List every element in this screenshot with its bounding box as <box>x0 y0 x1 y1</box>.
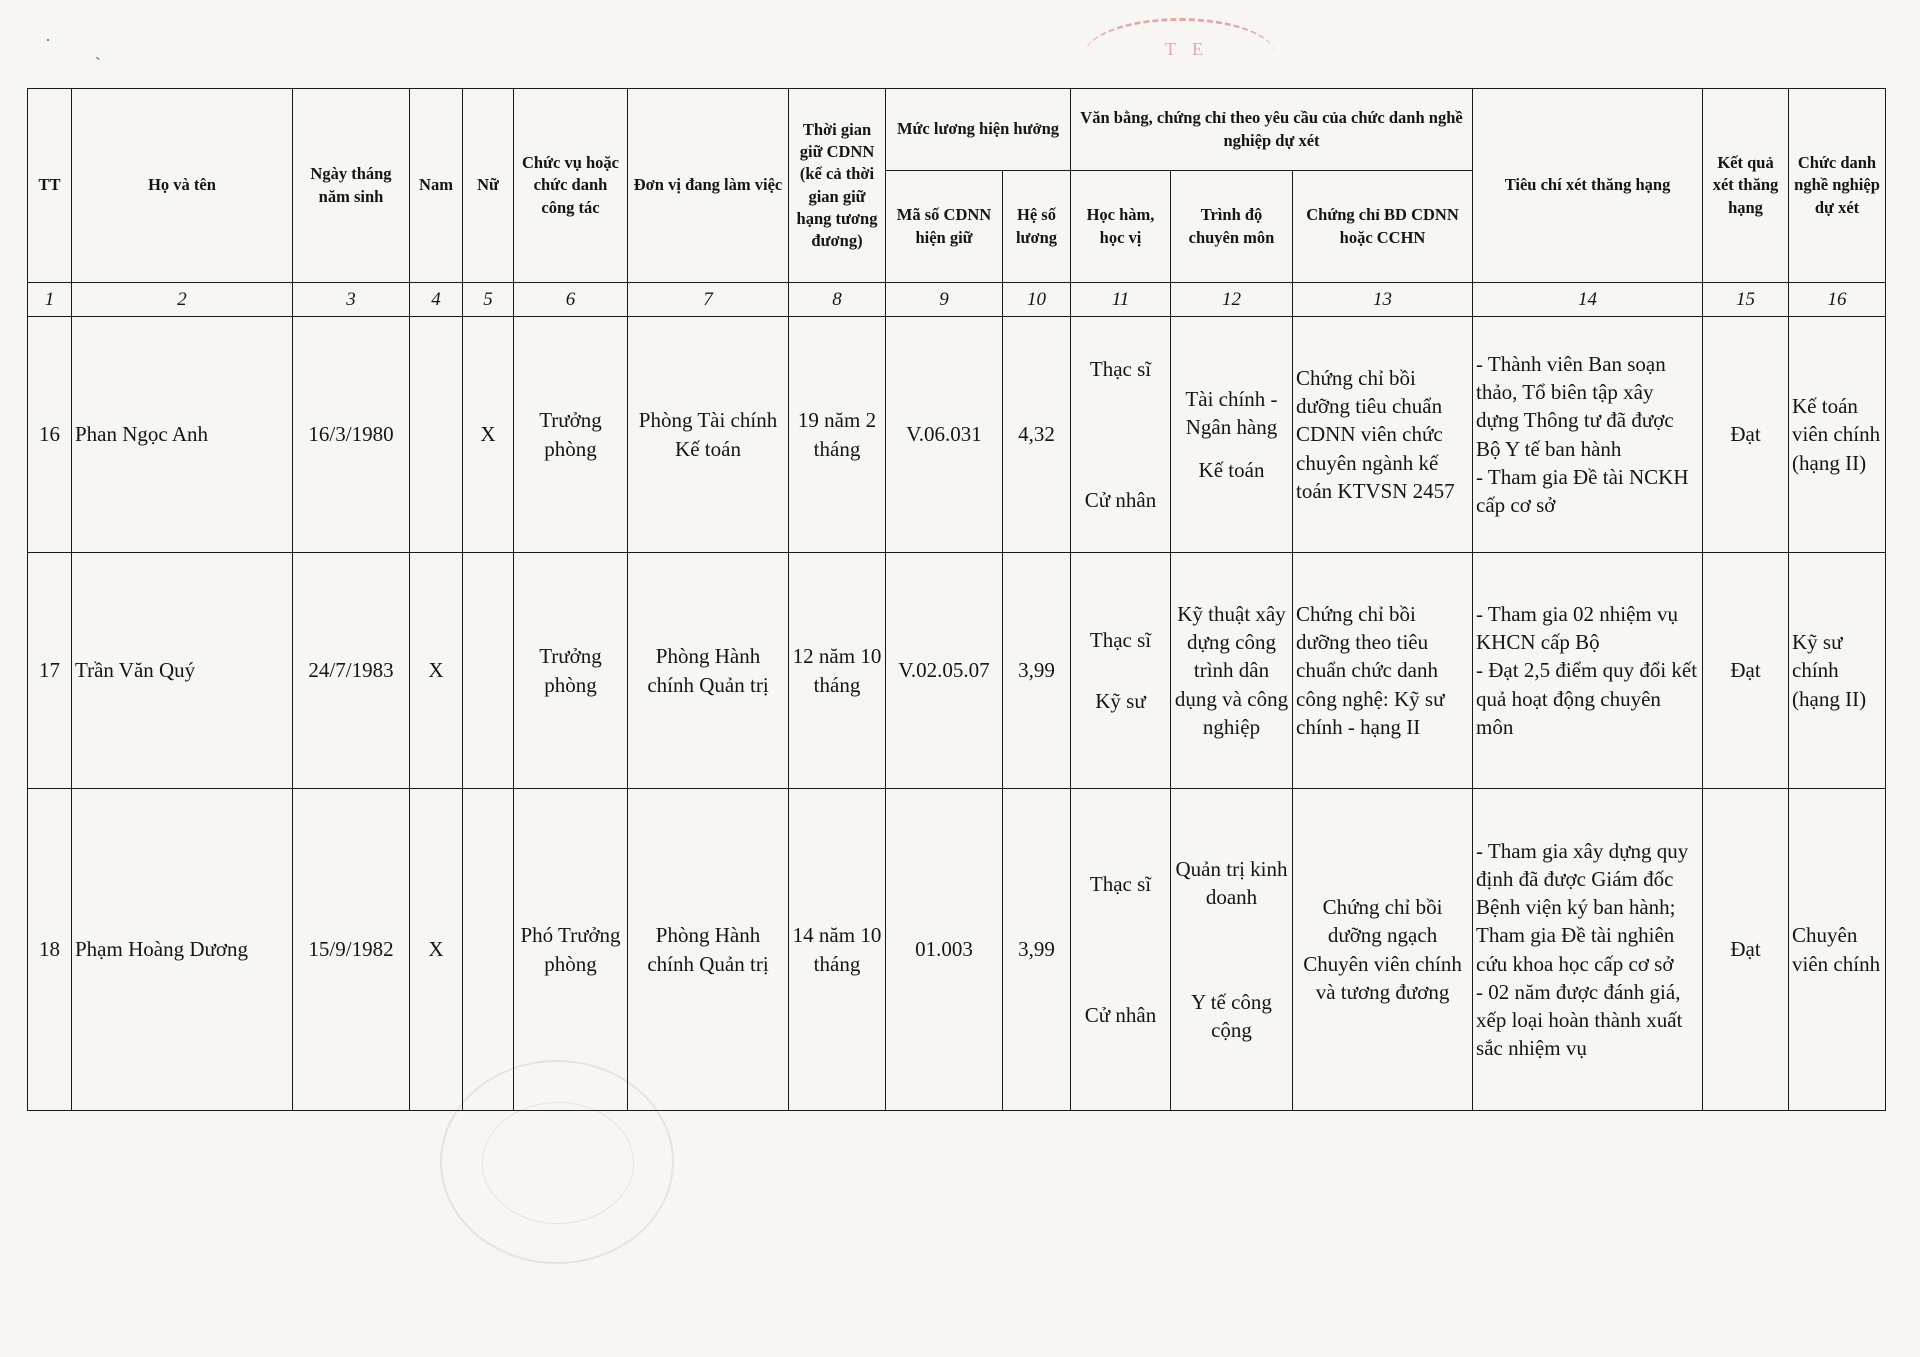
row-target: Kế toán viên chính (hạng II) <box>1789 317 1886 553</box>
column-number: 9 <box>886 283 1003 317</box>
table-row <box>28 553 1886 789</box>
criteria-2: - 02 năm được đánh giá, xếp loại hoàn thành xuất sắc nhiệm vụ <box>1476 979 1683 1060</box>
col-salary-code: Mã số CDNN hiện giữ <box>886 171 1003 283</box>
col-result: Kết quả xét thăng hạng <box>1703 89 1789 283</box>
row-specialty <box>1171 789 1293 1111</box>
academic-2: Cử nhân <box>1084 1003 1157 1028</box>
col-specialty: Trình độ chuyên môn <box>1171 171 1293 283</box>
row-tenure: 19 năm 2 tháng <box>789 317 886 553</box>
row-unit: Phòng Hành chính Quản trị <box>628 553 789 789</box>
column-number: 16 <box>1789 283 1886 317</box>
row-tt: 16 <box>28 317 72 553</box>
row-position: Trưởng phòng <box>514 317 628 553</box>
row-dob: 24/7/1983 <box>293 553 410 789</box>
row-result: Đạt <box>1703 789 1789 1111</box>
specialty-2: Y tế công cộng <box>1191 990 1272 1043</box>
academic-2: Cử nhân <box>1084 488 1157 513</box>
row-certificate: Chứng chỉ bồi dưỡng tiêu chuẩn CDNN viên chức chuyên ngành kế toán KTVSN 2457 <box>1293 317 1473 553</box>
academic-2: Kỹ sư <box>1095 689 1146 714</box>
row-dob: 15/9/1982 <box>293 789 410 1111</box>
criteria-2: - Đạt 2,5 điểm quy đổi kết quả hoạt động chuyên môn <box>1476 658 1698 739</box>
column-number-row <box>28 283 1886 317</box>
row-certificate: Chứng chỉ bồi dưỡng ngạch Chuyên viên chính và tương đương <box>1293 789 1473 1111</box>
specialty-1: Quản trị kinh doanh <box>1175 856 1288 909</box>
scan-speck: · <box>45 30 51 50</box>
row-female <box>463 553 514 789</box>
col-unit: Đơn vị đang làm việc <box>628 89 789 283</box>
promotion-table <box>27 88 1886 1111</box>
specialty-2: Kế toán <box>1198 457 1265 482</box>
faded-stamp-inner <box>482 1102 634 1224</box>
row-result: Đạt <box>1703 317 1789 553</box>
col-male: Nam <box>410 89 463 283</box>
col-criteria: Tiêu chí xét thăng hạng <box>1473 89 1703 283</box>
column-number: 2 <box>72 283 293 317</box>
row-tenure: 12 năm 10 tháng <box>789 553 886 789</box>
row-tt: 18 <box>28 789 72 1111</box>
table-row <box>28 317 1886 553</box>
col-target-title: Chức danh nghề nghiệp dự xét <box>1789 89 1886 283</box>
academic-stack <box>1074 626 1167 716</box>
col-tt: TT <box>28 89 72 283</box>
row-unit: Phòng Tài chính Kế toán <box>628 317 789 553</box>
criteria-1: - Tham gia xây dựng quy định đã được Giám đốc Bệnh viện ký ban hành; Tham gia Đề tài nghiên cứu khoa học cấp cơ sở <box>1476 839 1689 976</box>
table-row <box>28 789 1886 1111</box>
criteria-1: - Tham gia 02 nhiệm vụ KHCN cấp Bộ <box>1476 602 1679 655</box>
academic-1: Thạc sĩ <box>1089 356 1152 381</box>
row-coef: 3,99 <box>1003 789 1071 1111</box>
row-criteria <box>1473 789 1703 1111</box>
column-number: 15 <box>1703 283 1789 317</box>
column-number: 11 <box>1071 283 1171 317</box>
col-tenure: Thời gian giữ CDNN (kể cả thời gian giữ hạng tương đương) <box>789 89 886 283</box>
stamp-fragment-text: T E <box>1165 39 1210 59</box>
row-code: V.06.031 <box>886 317 1003 553</box>
col-name: Họ và tên <box>72 89 293 283</box>
row-certificate: Chứng chỉ bồi dưỡng theo tiêu chuẩn chức danh công nghệ: Kỹ sư chính - hạng II <box>1293 553 1473 789</box>
academic-1: Thạc sĩ <box>1089 627 1152 652</box>
col-salary-coef: Hệ số lương <box>1003 171 1071 283</box>
row-name: Trần Văn Quý <box>72 553 293 789</box>
stamp-fragment <box>1085 18 1275 91</box>
col-position: Chức vụ hoặc chức danh công tác <box>514 89 628 283</box>
col-degree-group: Văn bằng, chứng chỉ theo yêu cầu của chức danh nghề nghiệp dự xét <box>1071 89 1473 171</box>
criteria-2: - Tham gia Đề tài NCKH cấp cơ sở <box>1476 464 1689 517</box>
column-number: 10 <box>1003 283 1071 317</box>
row-name: Phạm Hoàng Dương <box>72 789 293 1111</box>
row-criteria <box>1473 317 1703 553</box>
row-academic <box>1071 789 1171 1111</box>
col-female: Nữ <box>463 89 514 283</box>
row-specialty <box>1171 317 1293 553</box>
row-dob: 16/3/1980 <box>293 317 410 553</box>
row-male <box>410 317 463 553</box>
row-tt: 17 <box>28 553 72 789</box>
row-code: 01.003 <box>886 789 1003 1111</box>
row-target: Kỹ sư chính (hạng II) <box>1789 553 1886 789</box>
row-coef: 4,32 <box>1003 317 1071 553</box>
row-specialty: Kỹ thuật xây dựng công trình dân dụng và công nghiệp <box>1171 553 1293 789</box>
row-unit: Phòng Hành chính Quản trị <box>628 789 789 1111</box>
row-academic <box>1071 317 1171 553</box>
row-target: Chuyên viên chính <box>1789 789 1886 1111</box>
column-number: 4 <box>410 283 463 317</box>
col-academic: Học hàm, học vị <box>1071 171 1171 283</box>
academic-stack <box>1074 355 1167 515</box>
column-number: 12 <box>1171 283 1293 317</box>
column-number: 13 <box>1293 283 1473 317</box>
row-name: Phan Ngọc Anh <box>72 317 293 553</box>
criteria-1: - Thành viên Ban soạn thảo, Tổ biên tập xây dựng Thông tư đã được Bộ Y tế ban hành <box>1476 352 1674 461</box>
row-position: Trưởng phòng <box>514 553 628 789</box>
col-dob: Ngày tháng năm sinh <box>293 89 410 283</box>
col-certificate: Chứng chỉ BD CDNN hoặc CCHN <box>1293 171 1473 283</box>
row-male: X <box>410 789 463 1111</box>
row-code: V.02.05.07 <box>886 553 1003 789</box>
specialty-stack <box>1174 855 1289 1045</box>
column-number: 5 <box>463 283 514 317</box>
row-female: X <box>463 317 514 553</box>
column-number: 7 <box>628 283 789 317</box>
column-number: 14 <box>1473 283 1703 317</box>
row-academic <box>1071 553 1171 789</box>
column-number: 3 <box>293 283 410 317</box>
column-number: 6 <box>514 283 628 317</box>
row-criteria <box>1473 553 1703 789</box>
scan-speck: ˎ <box>95 40 101 60</box>
academic-stack <box>1074 870 1167 1030</box>
row-position: Phó Trưởng phòng <box>514 789 628 1111</box>
academic-1: Thạc sĩ <box>1089 871 1152 896</box>
row-male: X <box>410 553 463 789</box>
column-number: 1 <box>28 283 72 317</box>
row-result: Đạt <box>1703 553 1789 789</box>
header-row-1 <box>28 89 1886 171</box>
column-number: 8 <box>789 283 886 317</box>
row-tenure: 14 năm 10 tháng <box>789 789 886 1111</box>
row-female <box>463 789 514 1111</box>
specialty-1: Tài chính - Ngân hàng <box>1185 387 1278 440</box>
col-salary-group: Mức lương hiện hưởng <box>886 89 1071 171</box>
row-coef: 3,99 <box>1003 553 1071 789</box>
